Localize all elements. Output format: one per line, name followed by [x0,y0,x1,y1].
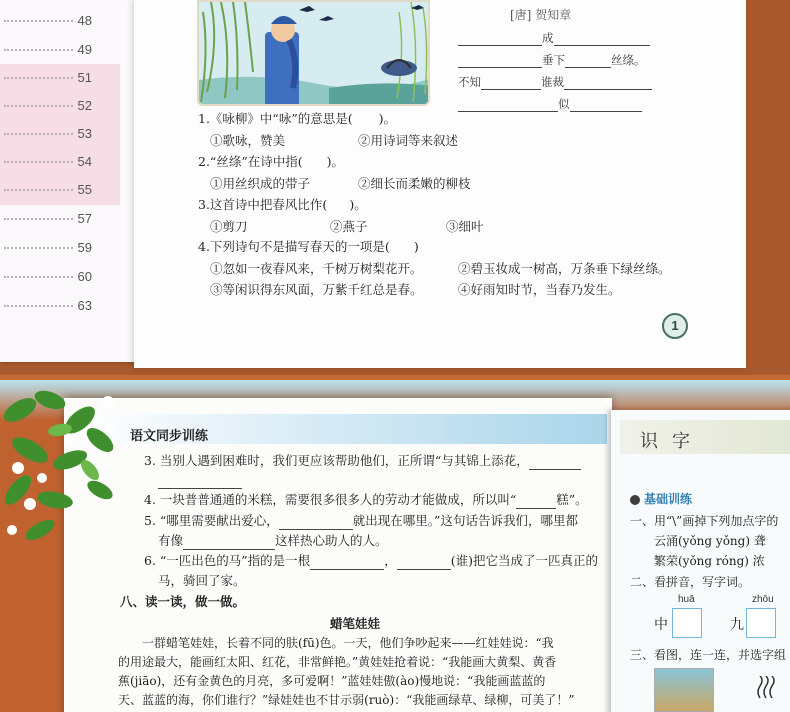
toc-row [0,7,120,36]
basic-training-label: 基础训练 [630,490,692,508]
toc-page-number: 51 [74,70,92,85]
toc-row [0,234,120,263]
toc-row [0,292,120,321]
toc-page-number: 52 [74,98,92,113]
toc-page-number: 57 [74,211,92,226]
question-4: 4.下列诗句不是描写春天的一项是( ) [198,239,419,254]
exercise-item-5-cont: 有像 这样热心助人的人。 [158,533,388,548]
question-3: 3.这首诗中把春风比作( )。 [198,197,367,212]
char-zhong: 中 [654,617,668,633]
toc-row [0,92,120,121]
q3-option-c: ③细叶 [446,219,484,234]
q1-option-a: ①歌咏，赞美 [210,133,286,148]
q4-option-b: ②碧玉妆成一树高，万条垂下绿丝绦。 [458,261,671,276]
toc-page-number: 49 [74,42,92,57]
toc-row [0,120,120,149]
toc-page-number: 48 [74,13,92,28]
toc-page-number: 59 [74,240,92,255]
poem-author: [唐] 贺知章 [510,8,572,22]
side-line-1: 一、用“\”画掉下列加点字的 [630,514,779,528]
toc-page-number: 60 [74,269,92,284]
exercise-item-3-blank [158,470,242,489]
char-jiu: 九 [730,617,744,633]
writing-box-2[interactable] [746,608,776,638]
exercise-item-3: 3. 当别人遇到困难时，我们更应该帮助他们，正所谓“与其锦上添花， [144,451,581,470]
pinyin-hua: huā [678,594,695,605]
side-line-4: 二、看拼音，写字词。 [630,575,751,589]
toc-page-number: 55 [74,182,92,197]
poem-line-3: 不知 谁裁 [458,74,652,90]
question-2: 2.“丝绦”在诗中指( )。 [198,154,344,169]
side-line-5: 三、看图，连一连，并选字组 [630,648,787,662]
q4-option-c: ③等闲识得东风面，万紫千红总是春。 [210,282,423,297]
toc-row [0,148,120,177]
toc-row [0,205,120,234]
pinyin-zhou: zhōu [752,594,774,605]
toc-row [0,263,120,292]
q4-option-a: ①忽如一夜春风来，千树万树梨花开。 [210,261,423,276]
side-line-2: 云涌(yǒng yǒng) 聋 [654,534,766,548]
poem-illustration [197,0,430,106]
river-picture [654,668,714,712]
writing-box-1[interactable] [672,608,702,638]
toc-page-number: 54 [74,154,92,169]
toc-row [0,176,120,205]
poem-line-2: 垂下 丝绦。 [458,52,646,68]
plant-decoration [0,380,130,550]
side-line-3: 繁荣(yǒng róng) 浓 [654,554,765,568]
exercise-item-4: 4. 一块普普通通的米糕，需要很多很多人的劳动才能做成，所以叫“ 糕”。 [144,492,588,507]
story-line-1: 一群蜡笔娃娃，长着不同的肤(fū)色。一天，他们争吵起来——红娃娃说：“我 [142,636,554,650]
q2-option-b: ②细长而柔嫩的柳枝 [358,176,471,191]
toc-page-number: 53 [74,126,92,141]
toc-row [0,36,120,65]
story-line-2: 的用途最大，能画红太阳、红花，非常鲜艳。”黄娃娃抢着说：“我能画大黄梨、黄香 [118,655,557,669]
page-header-title: 语文同步训练 [130,428,209,443]
story-line-4: 天、蓝蓝的海，你们谁行？”绿娃娃也不甘示弱(ruò)：“我能画绿草、绿柳，可美了！” [118,693,575,707]
toc-page-number: 63 [74,298,92,313]
q4-option-d: ④好雨知时节，当春乃发生。 [458,282,621,297]
question-1: 1.《咏柳》中“咏”的意思是( )。 [198,111,396,126]
q3-option-b: ②燕子 [330,219,368,234]
section-eight-heading: 八、读一读，做一做。 [120,594,246,609]
story-line-3: 蕉(jiāo)，还有金黄色的月亮，多可爱啊！”蓝娃娃傲(ào)慢地说：“我能画蓝蓝的 [118,674,546,688]
toc-row [0,64,120,93]
q1-option-b: ②用诗词等来叙述 [358,133,459,148]
q2-option-a: ①用丝织成的带子 [210,176,311,191]
poem-line-1: 成 [458,30,650,46]
exercise-item-6-cont: 马，骑回了家。 [158,573,246,588]
poem-line-4: 似 [458,96,642,112]
q3-option-a: ①剪刀 [210,219,248,234]
side-page-title: 识字 [640,431,704,452]
toc-page [0,0,140,362]
page-number-badge: 1 [662,313,688,339]
exercise-item-5: 5. “哪里需要献出爱心， 就出现在哪里。”这句话告诉我们，哪里都 [144,513,578,528]
steam-icon [756,676,776,700]
exercise-item-6: 6. “一匹出色的马”指的是一根 ， (谁)把它当成了一匹真正的 [144,553,598,568]
story-title: 蜡笔娃娃 [330,616,381,631]
student-icon [630,495,640,505]
